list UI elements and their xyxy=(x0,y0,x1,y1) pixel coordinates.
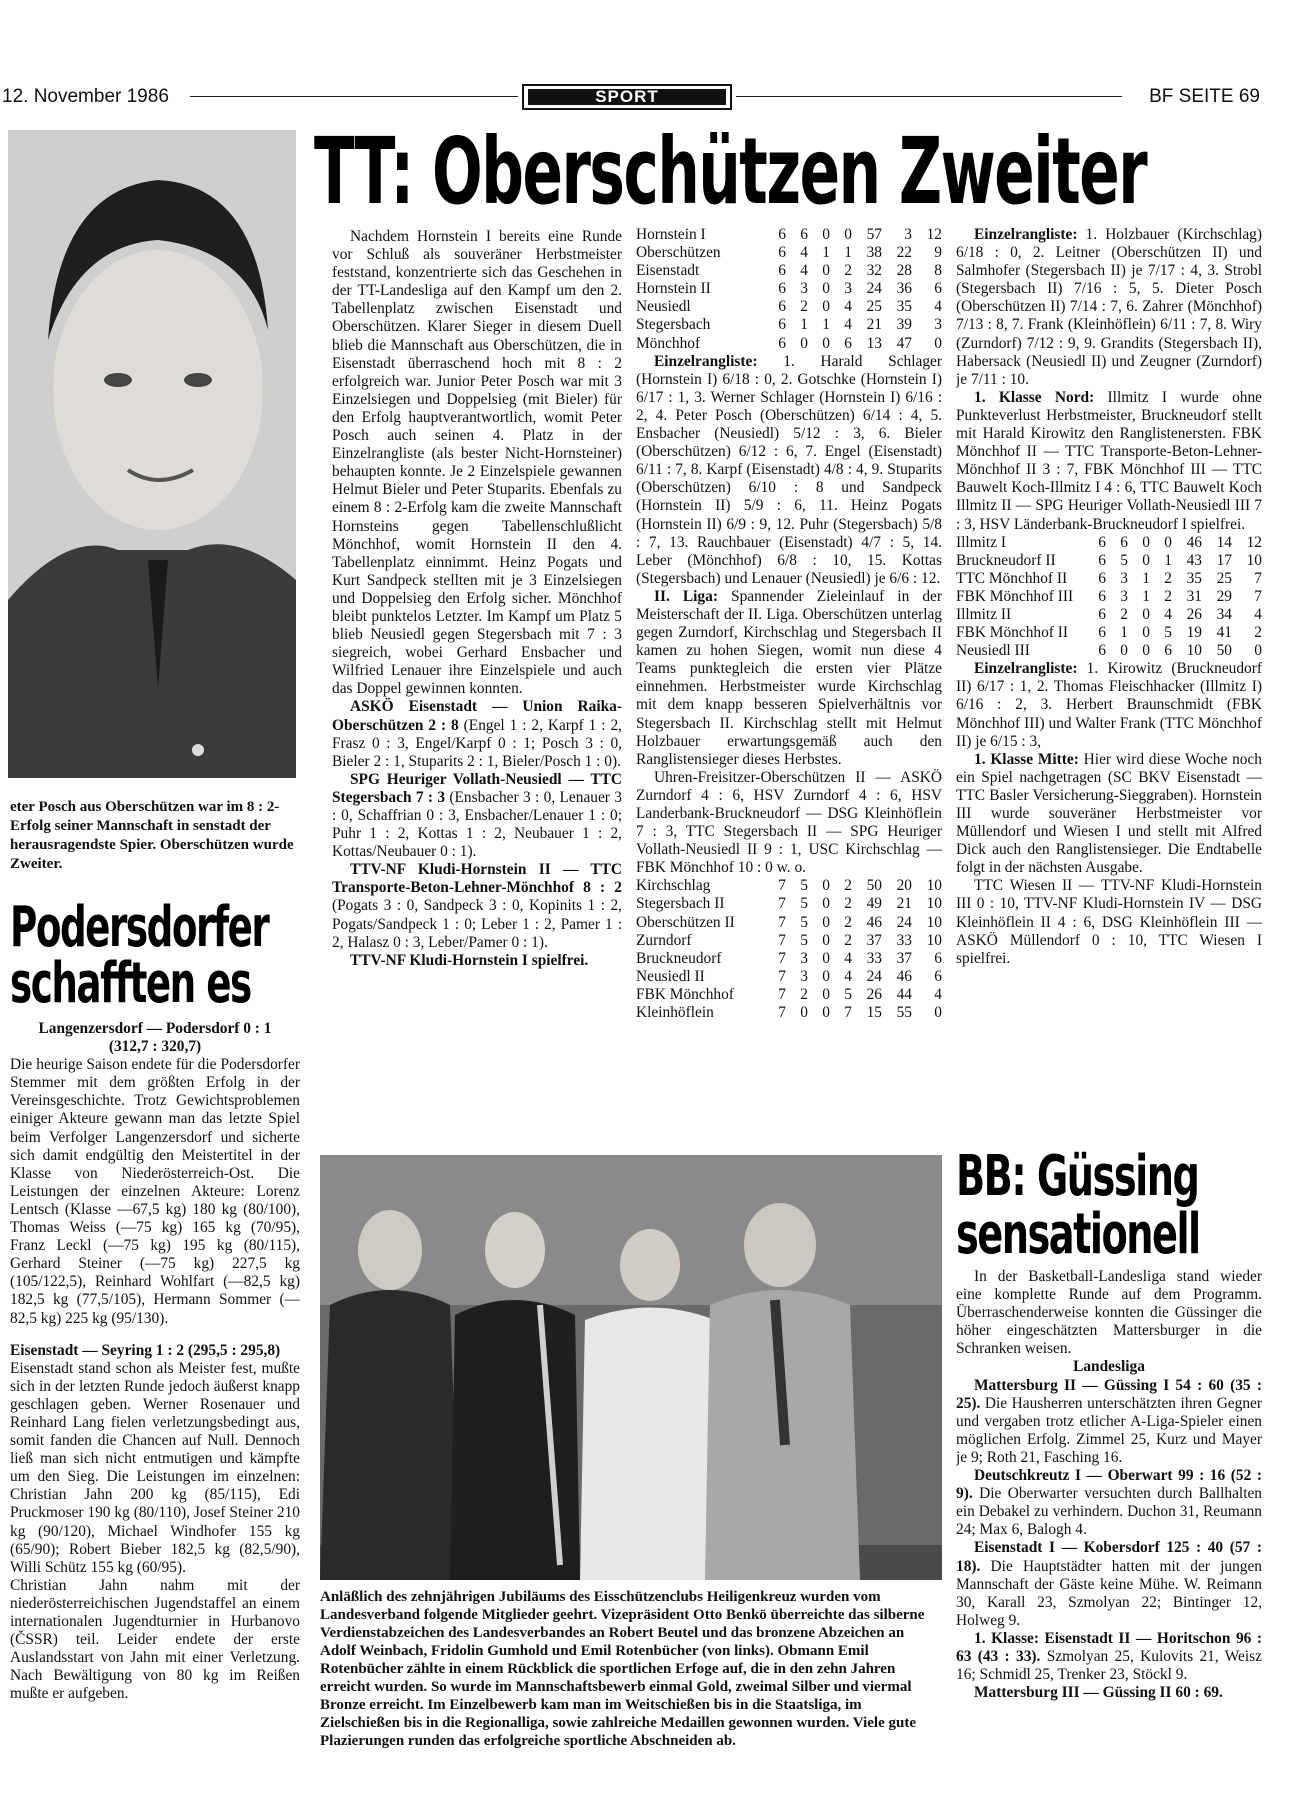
team-cell: Hornstein I xyxy=(636,226,706,243)
stat-cell: 36 xyxy=(896,280,912,298)
stat-cell: 50 xyxy=(1216,642,1232,660)
stat-cell: 43 xyxy=(1186,551,1202,569)
stat-cell: 7 xyxy=(778,895,786,913)
stat-cell: 2 xyxy=(844,877,852,895)
team-cell: Neusiedl II xyxy=(636,967,705,985)
table-row xyxy=(636,226,942,244)
portrait-caption: eter Posch aus Oberschützen war im 8 : 2-Erfolg seiner Mannschaft in senstadt der herausragendste Spier. Oberschützen wurde Zweiter. xyxy=(10,799,294,872)
stat-cell: 4 xyxy=(844,316,852,334)
team-cell: TTC Mönchhof II xyxy=(956,569,1068,587)
team-cell: Mönchhof xyxy=(636,334,701,352)
stat-cell: 1 xyxy=(1120,624,1128,642)
stat-cell: 57 xyxy=(866,226,882,243)
stat-cell: 0 xyxy=(1142,624,1150,642)
stat-cell: 3 xyxy=(904,226,912,243)
table-row xyxy=(956,606,1262,624)
col3-rang2-title: Einzelrangliste: xyxy=(974,660,1078,678)
table-row xyxy=(636,932,942,950)
stat-cell: 24 xyxy=(896,913,912,931)
team-cell: Oberschützen xyxy=(636,244,721,262)
col1-result-title: TTV-NF Kludi-Hornstein I spielfrei. xyxy=(350,951,589,969)
stat-cell: 4 xyxy=(1164,605,1172,623)
stat-cell: 46 xyxy=(866,913,882,931)
stat-cell: 0 xyxy=(1254,642,1262,660)
stat-cell: 6 xyxy=(1098,533,1106,551)
stat-cell: 1 xyxy=(800,316,808,334)
table-row xyxy=(956,642,1262,660)
team-cell: Bruckneudorf xyxy=(636,949,722,967)
stat-cell: 7 xyxy=(778,913,786,931)
stat-cell: 0 xyxy=(1142,533,1150,551)
stat-cell: 3 xyxy=(1120,569,1128,587)
team-cell: Oberschützen II xyxy=(636,913,735,931)
stat-cell: 4 xyxy=(800,262,808,280)
stat-cell: 4 xyxy=(800,244,808,262)
stat-cell: 24 xyxy=(866,280,882,298)
main-headline: TT: Oberschützen Zweiter xyxy=(314,124,1147,220)
stat-cell: 14 xyxy=(1216,533,1232,551)
main-col2 xyxy=(636,226,942,1136)
col3-nord-title: 1. Klasse Nord: xyxy=(974,388,1095,406)
bb-article-body xyxy=(956,1268,1262,1790)
left-headline-line2: schafften es xyxy=(10,951,251,1016)
bb-game-title: Eisenstadt I — Kobersdorf 125 : 40 (57 : 18). xyxy=(956,1539,1262,1575)
stat-cell: 19 xyxy=(1186,624,1202,642)
col1-result-text: (Ensbacher 3 : 0, Lenauer 3 : 0, Schaffrian 0 : 3, Ensbacher/Lenauer 1 : 0; Puhr 1 : 2, Kottas 1 : 2, Neubauer 1 : 2, Kottas/Neubauer 0 : 1). xyxy=(332,788,622,861)
stat-cell: 6 xyxy=(778,298,786,316)
stat-cell: 7 xyxy=(1254,569,1262,587)
col3-mitte-title: 1. Klasse Mitte: xyxy=(974,750,1079,768)
stat-cell: 0 xyxy=(822,280,830,298)
left-body1: Die heurige Saison endete für die Podersdorfer Stemmer mit dem größten Erfolg in der Vereinsgeschichte. Trotz Gewichtsproblemen einiger Akteure gewann man das letzte Spiel beim Verfolger Langenzersdorf und sicherte sich damit endgültig den Meistertitel in der Klasse von Niederösterreich-Ost. Die Leistungen der einzelnen Akteure: Lorenz Lentsch (Klasse —67,5 kg) 180 kg (80/100), Thomas Weiss (—75 kg) 165 kg (70/95), Franz Leckl (—75 kg) 195 kg (80/115), Gerhard Steiner (—75 kg) 227,5 kg (105/122,5), Reinhard Wohlfart (—82,5 kg) 182,5 kg (77,5/105), Hermann Sommer (—82,5 kg) 225 kg (95/130). xyxy=(10,1056,300,1327)
stat-cell: 6 xyxy=(1098,587,1106,605)
table-row xyxy=(636,968,942,986)
left-article-body xyxy=(10,1020,300,1795)
stat-cell: 1 xyxy=(1164,551,1172,569)
stat-cell: 2 xyxy=(1164,587,1172,605)
team-cell: Kleinhöflein xyxy=(636,1004,714,1022)
page-number: BF SEITE 69 xyxy=(1149,86,1260,107)
stat-cell: 0 xyxy=(822,877,830,895)
stat-cell: 7 xyxy=(778,985,786,1003)
col1-result xyxy=(332,952,622,970)
bb-game-title: Mattersburg III — Güssing II 60 : 69. xyxy=(974,1684,1223,1702)
stat-cell: 0 xyxy=(822,334,830,352)
stat-cell: 2 xyxy=(800,298,808,316)
stat-cell: 55 xyxy=(896,1004,912,1022)
section-label: SPORT xyxy=(528,89,726,105)
stat-cell: 7 xyxy=(778,877,786,895)
table-row xyxy=(636,262,942,280)
stat-cell: 1 xyxy=(822,244,830,262)
stat-cell: 4 xyxy=(844,298,852,316)
col1-result-title: ASKÖ Eisenstadt — Union Raika-Oberschützen 2 : 8 xyxy=(332,698,622,734)
team-cell: Hornstein II xyxy=(636,280,711,298)
main-col1-para: Nachdem Hornstein I bereits eine Runde vor Schluß als souveräner Herbstmeister feststand, konzentrierte sich das Geschehen in der TT-Landesliga auf den Kampf um den 2. Tabellenplatz zwischen Eisenstadt und Oberschützen. Klarer Sieger in diesem Duell blieb die Mannschaft aus Oberschützen, die in Eisenstadt überraschend hoch mit 8 : 2 erfolgreich war. Junior Peter Posch war mit 3 Einzelsiegen und Doppelsieg (mit Bieler) für den Erfolg hauptverantwortlich, womit Peter Posch auch seinen 4. Platz in der Einzelrangliste (als bester Nicht-Hornsteiner) behaupten konnte. Je 2 Einzelspiele gewannen Helmut Bieler und Peter Stuparits. Ebenfals zu einem 8 : 2-Erfolg kam die zweite Mannschaft Hornsteins gegen Tabellenschlußlicht Mönchhof, womit Hornstein II den 4. Tabellenplatz einnimmt. Heinz Pogats und Kurt Sandpeck stellten mit je 3 Einzelsiegen und Doppelsieg den Erfolg sicher. Mönchhof bleibt punktelos Letzter. Im Kampf um Platz 5 blieb Neusiedl gegen Stegersbach mit 7 : 3 siegreich, wobei Gerhard Ensbacher und Wilfried Lenauer ihre Einzelspiele und auch das Doppel gewinnen konnten. xyxy=(332,228,622,698)
stat-cell: 12 xyxy=(926,226,942,243)
left-body3: Christian Jahn nahm mit der niederösterreichischen Jugendstaffel an einem internationalen Jugendturnier in Hurbanovo (ČSSR) teil. Leider endete der erste Auslandsstart von Jahn mit einer Verletzung. Nach Bewältigung von 80 kg im Reißen mußte er aufgeben. xyxy=(10,1576,300,1703)
stat-cell: 4 xyxy=(844,967,852,985)
stat-cell: 6 xyxy=(1164,642,1172,660)
stat-cell: 6 xyxy=(800,226,808,243)
stat-cell: 10 xyxy=(926,931,942,949)
stat-cell: 8 xyxy=(934,262,942,280)
stat-cell: 12 xyxy=(1246,533,1262,551)
stat-cell: 6 xyxy=(1098,551,1106,569)
left-body2: Eisenstadt stand schon als Meister fest, mußte sich in der letzten Runde jedoch äußerst knapp geschlagen geben. Werner Rosenauer und Reinhard Lang fielen verletzungsbedingt aus, somit fanden die Chancen auf Null. Dennoch ließ man sich nicht entmutigen und kämpfte um den Sieg. Die Leistungen im einzelnen: Christian Jahn 200 kg (85/115), Edi Pruckmoser 190 kg (80/110), Josef Steiner 210 kg (90/120), Michael Windhofer 155 kg (65/90); Robert Bieber 182,5 kg (82,5/90), Willi Schütz 155 kg (60/95). xyxy=(10,1359,300,1576)
stat-cell: 6 xyxy=(778,262,786,280)
stat-cell: 17 xyxy=(1216,551,1232,569)
team-cell: FBK Mönchhof III xyxy=(956,587,1074,605)
stat-cell: 6 xyxy=(1098,624,1106,642)
col1-result xyxy=(332,861,622,951)
table-2-liga xyxy=(636,877,942,1022)
stat-cell: 3 xyxy=(1120,587,1128,605)
stat-cell: 0 xyxy=(1142,642,1150,660)
bb-game-title: Deutschkreutz I — Oberwart 99 : 16 (52 : 9). xyxy=(956,1467,1262,1503)
stat-cell: 4 xyxy=(1254,605,1262,623)
stat-cell: 35 xyxy=(896,298,912,316)
table-row xyxy=(636,1004,942,1022)
stat-cell: 46 xyxy=(896,967,912,985)
stat-cell: 7 xyxy=(1254,587,1262,605)
table-row xyxy=(956,552,1262,570)
table-row xyxy=(636,950,942,968)
stat-cell: 4 xyxy=(934,298,942,316)
stat-cell: 29 xyxy=(1216,587,1232,605)
col2-rangliste: 1. Harald Schlager (Hornstein I) 6/18 : 0, 2. Gotschke (Hornstein I) 6/17 : 1, 3. Werner Schlager (Hornstein I) 6/16 : 2, 4. Peter Posch (Oberschützen) 6/14 : 4, 5. Ensbacher (Neusiedl) 5/12 : 3, 6. Bieler (Oberschützen) 6/12 : 6, 7. Engel (Eisenstadt) 6/11 : 7, 8. Karpf (Eisenstadt) 4/8 : 4, 9. Stuparits (Oberschützen) 6/10 : 8 und Sandpeck (Hornstein II) 5/9 : 6, 11. Heinz Pogats (Hornstein II) 6/9 : 9, 12. Puhr (Stegersbach) 5/8 : 7, 13. Rauchbauer (Eisenstadt) 4/7 : 5, 14. Leber (Mönchhof) 6/8 : 10, 15. Kottas (Stegersbach) und Lenauer (Neusiedl) je 6/6 : 12. xyxy=(636,352,942,587)
stat-cell: 0 xyxy=(822,967,830,985)
team-cell: Stegersbach II xyxy=(636,895,725,913)
stat-cell: 6 xyxy=(778,244,786,262)
stat-cell: 1 xyxy=(1142,587,1150,605)
stat-cell: 5 xyxy=(800,877,808,895)
table-row xyxy=(636,244,942,262)
group-photo-figures xyxy=(320,1155,942,1580)
stat-cell: 0 xyxy=(1142,605,1150,623)
col1-result-text: (Pogats 3 : 0, Sandpeck 3 : 0, Kopinits 1 : 2, Pogats/Sandpeck 1 : 0; Leber 1 : 2, Pamer 1 : 2, Halasz 0 : 3, Leber/Pamer 0 : 1). xyxy=(332,897,622,951)
stat-cell: 3 xyxy=(800,949,808,967)
col3-mitte: Hier wird diese Woche noch ein Spiel nachgetragen (SC BKV Eisenstadt — TTC Basler Versicherung-Sieggraben). Hornstein III wurde souveräner Herbstmeister vor Müllendorf und Wiesen I und stellt mit Alfred Dick auch den Ranglistensieger. Die Endtabelle folgt in der nächsten Ausgabe. xyxy=(956,750,1262,877)
stat-cell: 7 xyxy=(778,1004,786,1022)
table-row xyxy=(636,316,942,334)
stat-cell: 5 xyxy=(800,895,808,913)
stat-cell: 9 xyxy=(934,244,942,262)
col1-result xyxy=(332,771,622,861)
team-cell: FBK Mönchhof II xyxy=(956,624,1069,642)
table-row xyxy=(956,570,1262,588)
stat-cell: 2 xyxy=(844,931,852,949)
stat-cell: 26 xyxy=(1186,605,1202,623)
stat-cell: 0 xyxy=(1164,533,1172,551)
stat-cell: 25 xyxy=(1216,569,1232,587)
team-cell: Illmitz I xyxy=(956,533,1007,551)
stat-cell: 3 xyxy=(800,280,808,298)
stat-cell: 10 xyxy=(926,913,942,931)
stat-cell: 6 xyxy=(778,316,786,334)
col2-results: Uhren-Freisitzer-Oberschützen II — ASKÖ Zurndorf 4 : 6, HSV Zurndorf 4 : 6, HSV Landerbank-Bruckneudorf — DSG Kleinhöflein 7 : 3, TTC Stegersbach II — SPG Heuriger Vollath-Neusiedl II 9 : 1, USC Kirchschlag — FBK Mönchhof 10 : 0 w. o. xyxy=(636,768,942,877)
stat-cell: 0 xyxy=(822,931,830,949)
stat-cell: 6 xyxy=(844,334,852,352)
header-rule-right xyxy=(736,96,1122,97)
stat-cell: 28 xyxy=(896,262,912,280)
col3-rang2: 1. Kirowitz (Bruckneudorf II) 6/17 : 1, 2. Thomas Fleischhacker (Illmitz I) 6/16 : 2, 3. Herbert Braunschmidt (FBK Mönchhof III) und Walter Frank (TTC Mönchhof II) je 6/15 : 3, xyxy=(956,660,1262,750)
stat-cell: 41 xyxy=(1216,624,1232,642)
stat-cell: 31 xyxy=(1186,587,1202,605)
portrait-figure xyxy=(8,130,296,778)
col3-rangliste-title: Einzelrangliste: xyxy=(974,226,1078,243)
table-row xyxy=(636,335,942,353)
stat-cell: 1 xyxy=(1142,569,1150,587)
stat-cell: 2 xyxy=(1120,605,1128,623)
stat-cell: 6 xyxy=(1098,642,1106,660)
col3-nord: Illmitz I wurde ohne Punkteverlust Herbstmeister, Bruckneudorf stellt mit Harald Kirowitz den Ranglistenersten. FBK Mönchhof II — TTC Transporte-Beton-Lehner-Mönchhof II 3 : 7, FBK Mönchhof III — TTC Bauwelt Koch-Illmitz I 4 : 6, TTC Bauwelt Koch Illmitz II — SPG Heuriger Vollath-Neusiedl III 7 : 3, HSV Länderbank-Bruckneudorf I spielfrei. xyxy=(956,388,1262,533)
bb-game-text: Die Hausherren unterschätzten ihren Gegner und vergaben trotz etlicher A-Liga-Spieler einen möglichen Erfolg. Zimmel 25, Kurz und Mayer je 9; Roth 21, Fasching 16. xyxy=(956,1394,1262,1466)
stat-cell: 15 xyxy=(866,1004,882,1022)
stat-cell: 2 xyxy=(844,262,852,280)
table-row xyxy=(636,877,942,895)
stat-cell: 0 xyxy=(822,985,830,1003)
header-rule-left xyxy=(190,96,518,97)
bb-headline-line2: sensationell xyxy=(956,1202,1200,1266)
stat-cell: 21 xyxy=(896,895,912,913)
stat-cell: 26 xyxy=(866,985,882,1003)
stat-cell: 0 xyxy=(1120,642,1128,660)
team-cell: Eisenstadt xyxy=(636,262,700,280)
stat-cell: 2 xyxy=(844,895,852,913)
stat-cell: 0 xyxy=(822,949,830,967)
stat-cell: 1 xyxy=(822,316,830,334)
stat-cell: 5 xyxy=(800,931,808,949)
stat-cell: 5 xyxy=(1120,551,1128,569)
team-cell: Stegersbach xyxy=(636,316,711,334)
stat-cell: 0 xyxy=(822,895,830,913)
team-cell: FBK Mönchhof xyxy=(636,985,734,1003)
stat-cell: 5 xyxy=(844,985,852,1003)
stat-cell: 10 xyxy=(1186,642,1202,660)
table-row xyxy=(956,588,1262,606)
stat-cell: 6 xyxy=(778,226,786,243)
stat-cell: 0 xyxy=(844,226,852,243)
stat-cell: 7 xyxy=(778,949,786,967)
stat-cell: 10 xyxy=(926,895,942,913)
col2-liga-title: II. Liga: xyxy=(654,587,718,605)
stat-cell: 6 xyxy=(1098,569,1106,587)
left-result1-title: Langenzersdorf — Podersdorf 0 : 1 xyxy=(38,1020,272,1037)
page-header xyxy=(0,84,1270,110)
stat-cell: 5 xyxy=(1164,624,1172,642)
stat-cell: 25 xyxy=(866,298,882,316)
stat-cell: 6 xyxy=(778,280,786,298)
bb-game-title: Mattersburg II — Güssing I 54 : 60 (35 : 25). xyxy=(956,1376,1262,1412)
stat-cell: 6 xyxy=(1120,533,1128,551)
stat-cell: 7 xyxy=(778,967,786,985)
stat-cell: 3 xyxy=(844,280,852,298)
stat-cell: 33 xyxy=(866,949,882,967)
stat-cell: 0 xyxy=(934,334,942,352)
bb-game-text: Die Hauptstädter hatten mit der jungen Mannschaft der Gäste keine Mühe. W. Reimann 30, Karall 23, Szmolyan 22; Bintinger 12, Holweg 9. xyxy=(956,1557,1262,1629)
col3-mitte-results: TTC Wiesen II — TTV-NF Kludi-Hornstein III 0 : 10, TTV-NF Kludi-Hornstein IV — DSG Kleinhöflein II 4 : 6, DSG Kleinhöflein III — ASKÖ Müllendorf 0 : 10, TTC Wiesen I spielfrei. xyxy=(956,877,1262,967)
left-headline-line1: Podersdorfer xyxy=(10,900,269,960)
stat-cell: 3 xyxy=(934,316,942,334)
stat-cell: 21 xyxy=(866,316,882,334)
stat-cell: 0 xyxy=(822,262,830,280)
stat-cell: 0 xyxy=(934,1004,942,1022)
stat-cell: 32 xyxy=(866,262,882,280)
stat-cell: 6 xyxy=(934,949,942,967)
stat-cell: 46 xyxy=(1186,533,1202,551)
stat-cell: 0 xyxy=(822,913,830,931)
table-row xyxy=(636,986,942,1004)
table-row xyxy=(636,895,942,913)
table-row xyxy=(956,624,1262,642)
stat-cell: 35 xyxy=(1186,569,1202,587)
table-row xyxy=(636,298,942,316)
col1-result-title: TTV-NF Kludi-Hornstein II — TTC Transporte-Beton-Lehner-Mönchhof 8 : 2 xyxy=(332,861,622,897)
bb-headline-line1: BB: Güssing xyxy=(956,1148,1199,1209)
stat-cell: 6 xyxy=(778,334,786,352)
table-row xyxy=(956,534,1262,552)
stat-cell: 34 xyxy=(1216,605,1232,623)
col2-liga: Spannender Zieleinlauf in der Meisterschaft der II. Liga. Oberschützen unterlag gegen Zurndorf, Kirchschlag und Stegersbach II kamen zu hohen Siegen, womit nun diese 4 Teams punktegleich die ersten vier Plätze einnehmen. Herbstmeister wurde Kirchschlag mit dem knapp besseren Spielverhältnis vor Stegersbach II. Kirchschlag stellt mit Helmut Holzbauer erwartungsgemäß auch den Ranglistensieger dieses Herbstes. xyxy=(636,587,942,768)
table-row xyxy=(636,280,942,298)
stat-cell: 37 xyxy=(866,931,882,949)
table-landesliga xyxy=(636,226,942,353)
portrait-photo xyxy=(8,130,296,778)
issue-date: 12. November 1986 xyxy=(2,86,169,107)
stat-cell: 49 xyxy=(866,895,882,913)
bb-intro: In der Basketball-Landesliga stand wieder eine komplette Runde auf dem Programm. Überraschenderweise konnten die Güssinger die höher eingeschätzten Mattersburger in die Schranken weisen. xyxy=(956,1268,1262,1358)
stat-cell: 2 xyxy=(1164,569,1172,587)
stat-cell: 20 xyxy=(896,877,912,895)
group-photo-caption: Anläßlich des zehnjährigen Jubiläums des Eisschützenclubs Heiligenkreuz wurden vom Landesverband folgende Mitglieder geehrt. Vizepräsident Otto Benkö überreichte das silberne Verdienstabzeichen des Landesverbandes an Robert Beutel und das bronzene Abzeichen an Adolf Weinbach, Fridolin Gumhold und Emil Rotenbücher (von links). Obmann Emil Rotenbücher zählte in einem Rückblick die sportlichen Erfoge auf, die in den zehn Jahren erreicht wurden. So wurde im Mannschaftsbewerb einmal Gold, zweimal Silber und viermal Bronze erreicht. Im Einzelbewerb kam man im Weitschießen bis in die Staatsliga, im Zielschießen bis in die Regionalliga, sowie zahlreiche Medaillen gewonnen wurden. Viele gute Plazierungen runden das erfolgreiche sportliche Abschneiden ab. xyxy=(320,1589,925,1749)
stat-cell: 10 xyxy=(926,877,942,895)
stat-cell: 6 xyxy=(934,280,942,298)
stat-cell: 7 xyxy=(778,931,786,949)
main-col3 xyxy=(956,226,1262,1136)
bb-game-text: Szmolyan 25, Kulovits 21, Weisz 16; Schmidl 25, Trenker 23, Stöckl 9. xyxy=(956,1647,1262,1684)
col1-result-text: (Engel 1 : 2, Karpf 1 : 2, Frasz 0 : 3, Engel/Karpf 0 : 1; Posch 3 : 0, Bieler 2 : 1, Stuparits 2 : 1, Bieler/Posch 1 : 0). xyxy=(332,716,622,770)
stat-cell: 24 xyxy=(866,967,882,985)
stat-cell: 7 xyxy=(844,1004,852,1022)
stat-cell: 6 xyxy=(934,967,942,985)
table-klasse-nord xyxy=(956,534,1262,661)
main-col1 xyxy=(332,228,622,1138)
stat-cell: 2 xyxy=(1254,624,1262,642)
section-label-box xyxy=(522,84,732,110)
stat-cell: 22 xyxy=(896,244,912,262)
stat-cell: 0 xyxy=(822,298,830,316)
team-cell: Neusiedl III xyxy=(956,642,1030,660)
stat-cell: 0 xyxy=(822,226,830,243)
bb-game-text: Die Oberwarter versuchten durch Ballhalten ein Debakel zu verhindern. Duchon 31, Reumann 24; Max 6, Balogh 4. xyxy=(956,1485,1262,1539)
stat-cell: 5 xyxy=(800,913,808,931)
group-photo xyxy=(320,1155,942,1580)
stat-cell: 47 xyxy=(896,334,912,352)
col2-rangliste-title: Einzelrangliste: xyxy=(654,352,758,370)
stat-cell: 2 xyxy=(800,985,808,1003)
stat-cell: 0 xyxy=(800,1004,808,1022)
stat-cell: 2 xyxy=(844,913,852,931)
table-row xyxy=(636,914,942,932)
stat-cell: 10 xyxy=(1246,551,1262,569)
stat-cell: 38 xyxy=(866,244,882,262)
stat-cell: 4 xyxy=(934,985,942,1003)
team-cell: Illmitz II xyxy=(956,605,1012,623)
stat-cell: 4 xyxy=(844,949,852,967)
col1-result xyxy=(332,698,622,770)
team-cell: Zurndorf xyxy=(636,931,692,949)
stat-cell: 50 xyxy=(866,877,882,895)
stat-cell: 3 xyxy=(800,967,808,985)
left-result1-score: (312,7 : 320,7) xyxy=(108,1038,202,1056)
col3-rangliste: 1. Holzbauer (Kirchschlag) 6/18 : 0, 2. Leitner (Oberschützen II) und Salmhofer (Stegersbach II) je 7/17 : 4, 3. Strobl (Stegersbach II) 7/16 : 5, 5. Dieter Posch (Oberschützen II) 7/14 : 7, 6. Zahrer (Mönchhof) 7/13 : 8, 7. Frank (Kleinhöflein) 6/11 : 7, 8. Wiry (Zurndorf) 7/12 : 9, 9. Grandits (Stegersbach II), Habersack (Neusiedl II) und Zeugner (Zurndorf) je 7/11 : 10. xyxy=(956,226,1262,388)
stat-cell: 44 xyxy=(896,985,912,1003)
stat-cell: 39 xyxy=(896,316,912,334)
left-result2-title: Eisenstadt — Seyring 1 : 2 (295,5 : 295,8) xyxy=(10,1341,281,1359)
col1-result-title: SPG Heuriger Vollath-Neusiedl — TTC Stegersbach 7 : 3 xyxy=(332,770,622,806)
team-cell: Kirchschlag xyxy=(636,877,711,895)
stat-cell: 37 xyxy=(896,949,912,967)
stat-cell: 0 xyxy=(1142,551,1150,569)
stat-cell: 13 xyxy=(866,334,882,352)
bb-subhead: Landesliga xyxy=(1073,1358,1145,1376)
team-cell: Neusiedl xyxy=(636,298,691,316)
stat-cell: 0 xyxy=(822,1004,830,1022)
stat-cell: 6 xyxy=(1098,605,1106,623)
stat-cell: 0 xyxy=(800,334,808,352)
stat-cell: 33 xyxy=(896,931,912,949)
bb-game-title: 1. Klasse: Eisenstadt II — Horitschon 96 : 63 (43 : 33). xyxy=(956,1629,1262,1665)
team-cell: Bruckneudorf II xyxy=(956,551,1056,569)
stat-cell: 1 xyxy=(844,244,852,262)
